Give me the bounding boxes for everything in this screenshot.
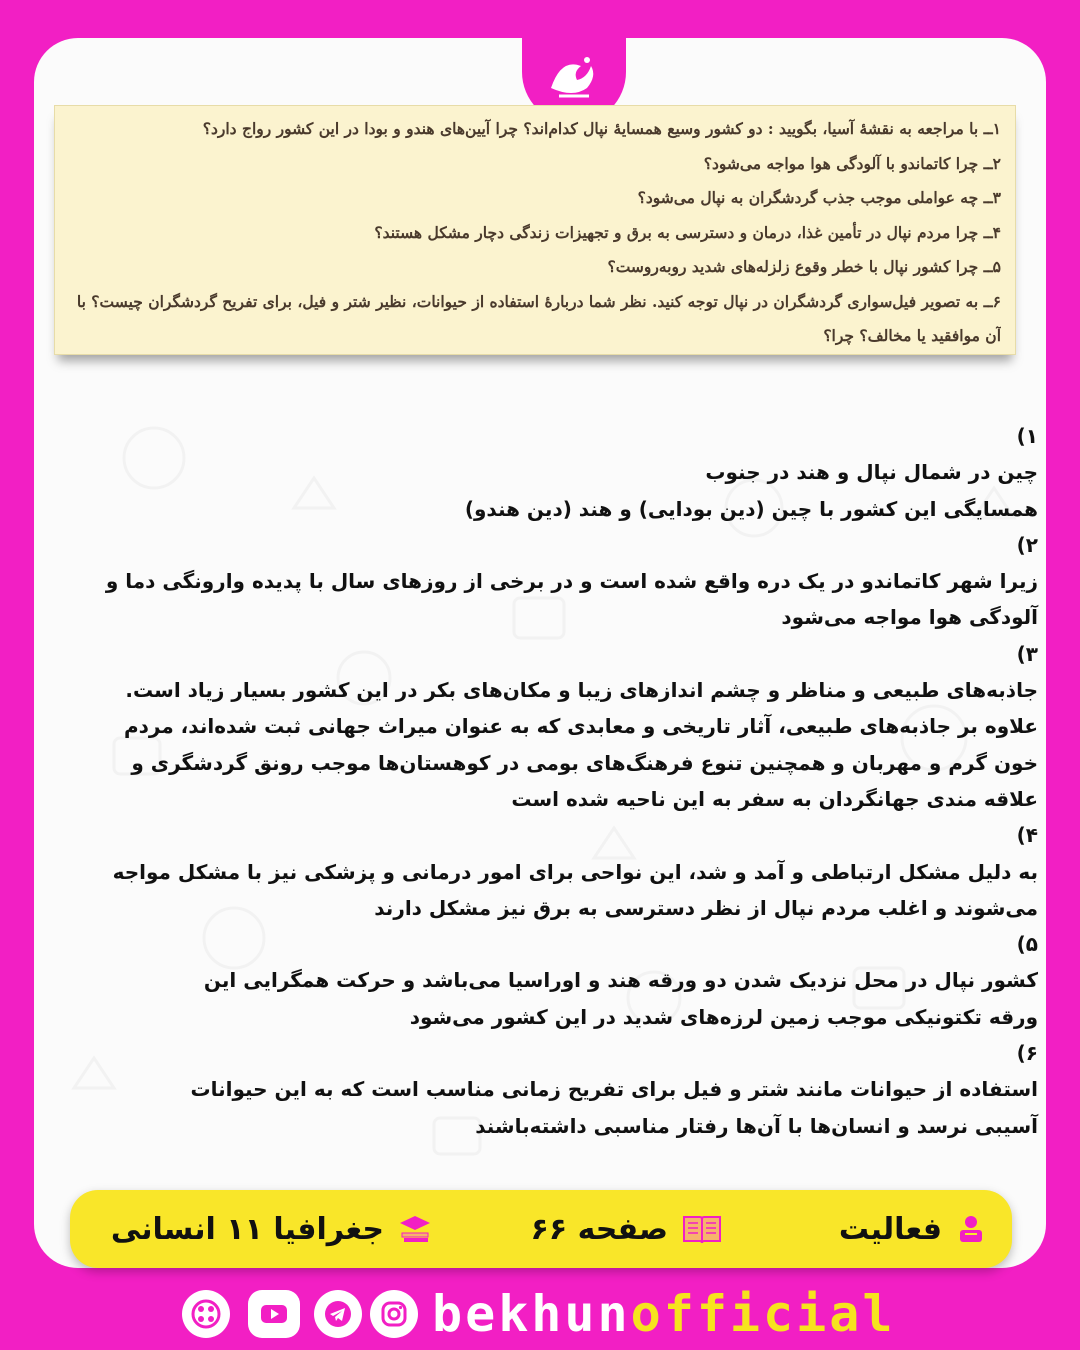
telegram-icon — [323, 1299, 353, 1329]
page-label-group — [531, 1190, 722, 1268]
answer-line: به دلیل مشکل ارتباطی و آمد و شد، این نواحی برای امور درمانی و پزشکی نیز با مشکل مواجه — [112, 859, 1038, 884]
question-3: ۳ــ چه عواملی موجب جذب گردشگران به نپال می‌شود؟ — [637, 188, 1001, 207]
brand-logo-icon — [539, 48, 609, 108]
question-4: ۴ــ چرا مردم نپال در تأمین غذا، درمان و دسترسی به برق و تجهیزات زندگی دچار مشکل هستند؟ — [374, 222, 1001, 242]
answer-line: خون گرم و مهربان و همچنین تنوع فرهنگ‌های بومی در کوهستان‌ها موجب رونق گردشگری و — [131, 750, 1038, 775]
book-title: جغرافیا ۱۱ انسانی — [110, 1211, 384, 1247]
open-book-icon — [682, 1213, 722, 1245]
book-label-group — [111, 1190, 432, 1268]
graduation-books-icon — [398, 1214, 432, 1244]
youtube-link[interactable] — [248, 1290, 300, 1338]
answer-line: استفاده از حیوانات مانند شتر و فیل برای تفریح زمانی مناسب است که به این حیوانات — [190, 1077, 1038, 1102]
answer-number: ۴) — [1016, 823, 1038, 848]
question-6: ۶ــ به تصویر فیل‌سواری گردشگران در نپال توجه کنید. نظر شما دربارهٔ استفاده از حیوانات، نظیر شتر و فیل، برای تفریح گردشگران چیست؟ با آن موافقید یا مخالف؟ چرا؟ — [76, 291, 1001, 345]
answer-line: علاقه مندی جهانگردان به سفر به این ناحیه شده است — [511, 786, 1038, 811]
brand-handle-part1: bekhun — [432, 1285, 631, 1343]
answer-number: ۳) — [1016, 641, 1038, 666]
brand-handle-part2: official — [630, 1285, 896, 1343]
question-1: ۱ــ با مراجعه به نقشهٔ آسیا، بگویید : دو کشور وسیع همسایهٔ نپال کدام‌اند؟ چرا آیین‌های هندو و بودا در این کشور رواج دارد؟ — [202, 119, 1001, 138]
answer-number: ۱) — [1016, 424, 1038, 448]
question-5: ۵ــ چرا کشور نپال با خطر وقوع زلزله‌های شدید روبه‌روست؟ — [607, 257, 1001, 276]
answer-line: جاذبه‌های طبیعی و مناظر و چشم اندازهای زیبا و مکان‌های بکر در این کشور بسیار زیاد است. — [125, 678, 1038, 703]
answer-line: علاوه بر جاذبه‌های طبیعی، آثار تاریخی و معابدی که به عنوان میراث جهانی ثبت شده‌اند، مردم — [123, 714, 1038, 739]
answer-line: ورقه تکتونیکی موجب زمین لرزه‌های شدید در این کشور می‌شود — [409, 1004, 1038, 1029]
answer-line: آسیبی نرسد و انسان‌ها با آن‌ها رفتار مناسبی داشته‌باشند — [475, 1113, 1038, 1138]
brand-handle[interactable] — [432, 1280, 895, 1348]
instagram-link[interactable] — [370, 1290, 418, 1338]
activity-title: فعالیت — [838, 1211, 942, 1247]
answer-number: ۶) — [1016, 1041, 1038, 1066]
textbook-excerpt — [54, 105, 1016, 355]
question-2: ۲ــ چرا کاتماندو با آلودگی هوا مواجه می‌شود؟ — [703, 153, 1001, 173]
answer-number: ۲) — [1016, 532, 1038, 557]
instagram-icon — [379, 1299, 409, 1329]
aparat-link[interactable] — [182, 1290, 230, 1338]
answer-line: آلودگی هوا مواجه می‌شود — [781, 605, 1038, 630]
answer-number: ۵) — [1016, 932, 1038, 957]
answer-line: می‌شوند و اغلب مردم نپال از نظر دسترسی به برق نیز مشکل دارند — [374, 895, 1038, 920]
telegram-link[interactable] — [314, 1290, 362, 1338]
answer-line: چین در شمال نپال و هند در جنوب — [705, 460, 1038, 485]
answer-line: زیرا شهر کاتماندو در یک دره واقع شده است و در برخی از روزهای سال با پدیده وارونگی دما و — [105, 569, 1038, 594]
youtube-icon — [259, 1299, 289, 1329]
answer-line: همسایگی این کشور با چین (دین بودایی) و هند (دین هندو) — [464, 496, 1038, 521]
answers-section — [38, 418, 1038, 1144]
footer-info-bar — [70, 1190, 1012, 1268]
answer-line: کشور نپال در محل نزدیک شدن دو ورقه هند و اوراسیا می‌باشد و حرکت همگرایی این — [203, 968, 1038, 993]
activity-label-group — [839, 1190, 986, 1268]
teacher-icon — [956, 1214, 986, 1244]
aparat-icon — [190, 1298, 222, 1330]
page-number: صفحه ۶۶ — [530, 1211, 668, 1247]
